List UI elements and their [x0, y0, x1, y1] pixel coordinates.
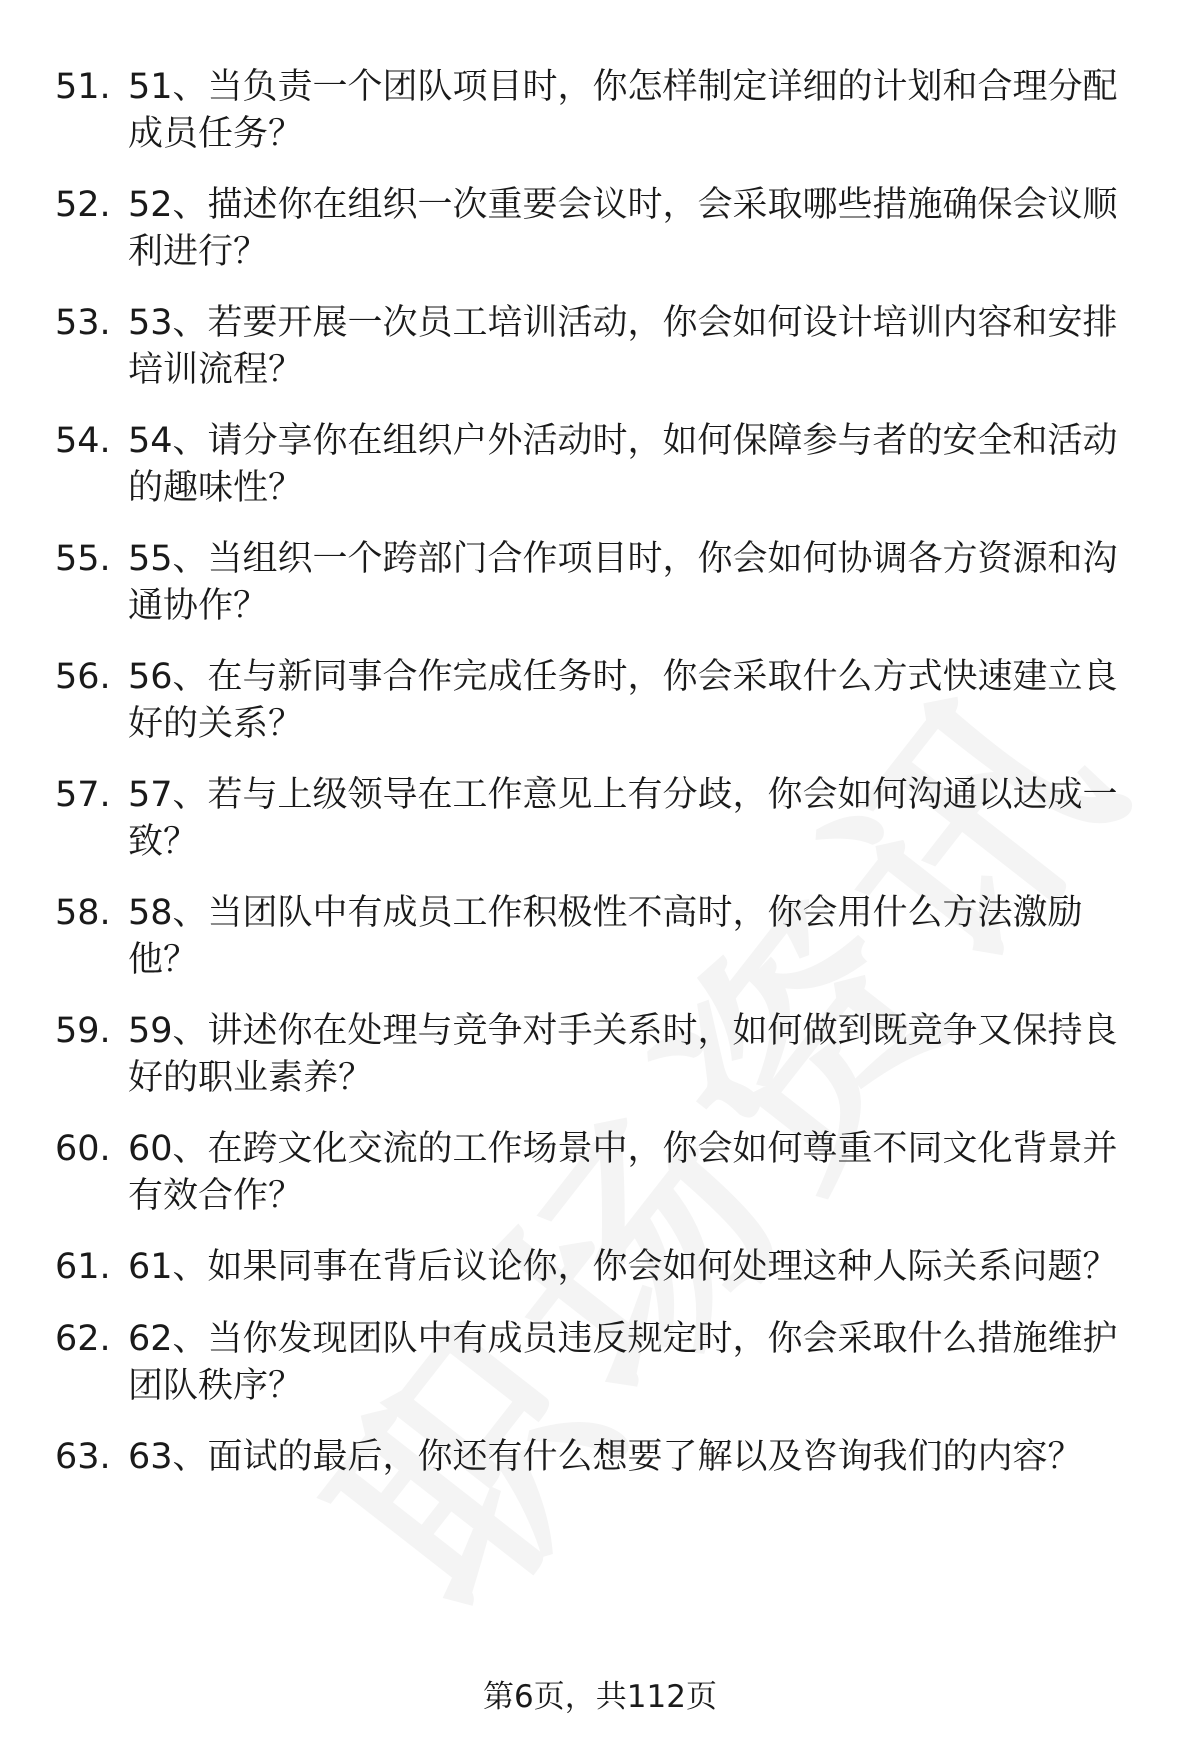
item-text: 53、若要开展一次员工培训活动，你会如何设计培训内容和安排培训流程？ [128, 303, 1118, 390]
item-number: 63. [55, 1437, 111, 1477]
item-number: 51. [55, 67, 111, 107]
item-text: 57、若与上级领导在工作意见上有分歧，你会如何沟通以达成一致？ [128, 775, 1118, 862]
item-text: 62、当你发现团队中有成员违反规定时，你会采取什么措施维护团队秩序？ [128, 1319, 1118, 1406]
item-number: 56. [55, 657, 111, 697]
item-number: 57. [55, 775, 111, 815]
item-number: 52. [55, 185, 111, 225]
item-text: 55、当组织一个跨部门合作项目时，你会如何协调各方资源和沟通协作？ [128, 539, 1118, 626]
item-number: 60. [55, 1129, 111, 1169]
item-number: 54. [55, 421, 111, 461]
item-number: 61. [55, 1247, 111, 1287]
item-text: 52、描述你在组织一次重要会议时，会采取哪些措施确保会议顺利进行？ [128, 185, 1118, 272]
item-text: 56、在与新同事合作完成任务时，你会采取什么方式快速建立良好的关系？ [128, 657, 1118, 744]
item-number: 59. [55, 1011, 111, 1051]
item-number: 55. [55, 539, 111, 579]
item-text: 60、在跨文化交流的工作场景中，你会如何尊重不同文化背景并有效合作？ [128, 1129, 1118, 1216]
page-number: 第6页，共112页 [483, 1679, 717, 1715]
item-text: 59、讲述你在处理与竞争对手关系时，如何做到既竞争又保持良好的职业素养？ [128, 1011, 1118, 1098]
item-number: 53. [55, 303, 111, 343]
item-number: 58. [55, 893, 111, 933]
item-number: 62. [55, 1319, 111, 1359]
item-text: 61、如果同事在背后议论你，你会如何处理这种人际关系问题？ [128, 1247, 1118, 1287]
item-text: 54、请分享你在组织户外活动时，如何保障参与者的安全和活动的趣味性？ [128, 421, 1118, 508]
item-text: 63、面试的最后，你还有什么想要了解以及咨询我们的内容？ [128, 1437, 1083, 1477]
item-text: 51、当负责一个团队项目时，你怎样制定详细的计划和合理分配成员任务？ [128, 67, 1118, 154]
item-text: 58、当团队中有成员工作积极性不高时，你会用什么方法激励他？ [128, 893, 1083, 980]
